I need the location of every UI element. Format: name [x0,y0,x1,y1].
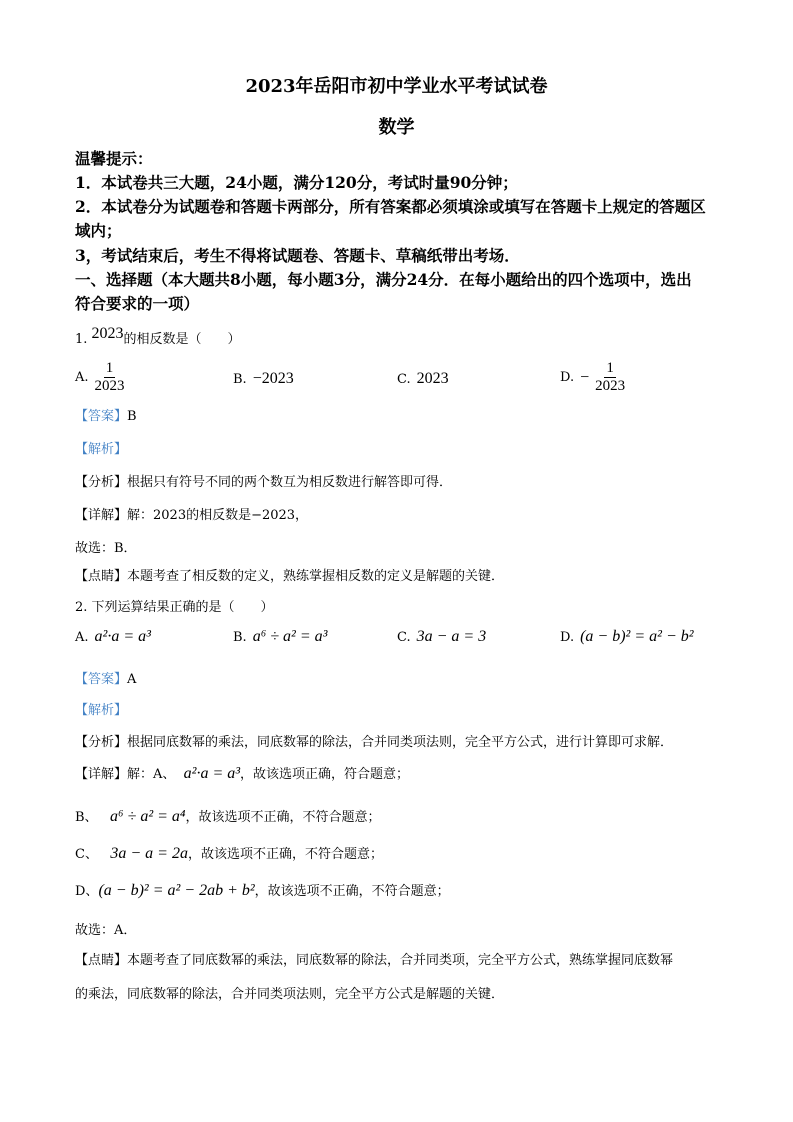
option-a [75,628,151,646]
math-expr: 2023 [91,325,124,342]
option-label: A. [75,629,89,645]
detail-line [75,763,409,783]
option-label: D. [560,370,575,385]
option-b [233,628,327,646]
notice-item: 2．本试卷分为试题卷和答题卡两部分，所有答案都必须填涂或填写在答题卡上规定的答题区 [75,197,706,216]
detail-suffix: ，故该选项不正确，不符合题意； [185,810,381,825]
detail-line [75,843,383,863]
math-expr: (a − b)² = a² − b² [580,628,694,645]
option-b [233,370,294,388]
math-expr: a²·a = a³ [94,628,151,645]
detail-suffix: ，故该选项正确，符合题意； [240,767,410,782]
section-heading: 一、选择题（本大题共8小题，每小题3分，满分24分．在每小题给出的四个选项中，选出 [75,270,692,289]
option-value: −2023 [252,370,294,387]
option-label: C. [397,371,411,387]
notice-item: 3，考试结束后，考生不得将试题卷、答题卡、草稿纸带出考场． [75,246,520,265]
subject-title: 数学 [378,117,415,138]
choice-text: 故选：B． [75,541,137,556]
comment-text: 【点睛】本题考查了同底数幂的乘法，同底数幂的除法，合并同类项，完全平方公式，熟练掌握同底数幂 [75,953,674,968]
detail-line [75,880,450,900]
denominator: 2023 [94,378,125,394]
math-expr: a⁶ ÷ a² = a⁴ [109,808,186,825]
numerator: 1 [105,360,114,376]
math-expr: 3a − a = 3 [416,628,487,645]
detail-prefix: D、 [75,884,99,899]
choice-text: 故选：A． [75,923,137,938]
option-label: D. [560,629,575,645]
comment-text: 【点睛】本题考查了相反数的定义，熟练掌握相反数的定义是解题的关键． [75,569,505,584]
comment-text: 的乘法，同底数幂的除法，合并同类项法则，完全平方公式是解题的关键． [75,987,505,1002]
analysis-tag: 【解析】 [75,442,128,457]
math-expr: a⁶ ÷ a² = a³ [252,628,328,645]
notice-item: 域内； [75,221,122,240]
answer-tag: 【答案】 [75,672,128,687]
notice-heading: 温馨提示： [75,149,153,168]
notice-item: 1．本试卷共三大题，24小题，满分120分，考试时量90分钟； [75,173,518,192]
detail-prefix: 【详解】解：A、 [75,767,176,782]
option-label: B. [233,629,247,645]
option-d [560,360,625,395]
answer-line [75,405,137,424]
option-a [75,360,125,395]
question-number: 1. [75,332,88,347]
answer-value: B [127,409,137,424]
detail-line [75,806,380,826]
option-label: C. [397,629,411,645]
math-expr: 3a − a = 2a [110,845,188,862]
option-d [560,628,694,646]
fraction [595,360,625,395]
detail-prefix: B、 [75,810,98,825]
analysis-tag: 【解析】 [75,703,128,718]
denominator: 2023 [595,378,626,394]
option-value: 2023 [416,370,449,387]
math-expr: a²·a = a³ [183,765,241,782]
option-c [397,628,486,646]
page-title: 2023年岳阳市初中学业水平考试试卷 [245,76,548,97]
math-expr: (a − b)² = a² − 2ab + b² [98,882,255,899]
minus-sign: − [580,368,590,386]
question-stem: 的相反数是（ ） [123,332,241,347]
fraction [95,360,125,395]
analysis-text: 【分析】根据同底数幂的乘法，同底数幂的除法，合并同类项法则，完全平方公式，进行计算即可求解． [75,735,674,750]
option-label: B. [233,371,247,387]
answer-value: A [127,672,137,687]
question-2: 2. 下列运算结果正确的是（ ） [75,600,274,615]
option-label: A. [75,370,89,385]
option-c [397,370,449,388]
numerator: 1 [606,360,614,376]
question-1 [75,325,241,348]
detail-suffix: ，故该选项不正确，不符合题意； [254,884,450,899]
detail-suffix: ，故该选项不正确，不符合题意； [187,847,383,862]
answer-line [75,668,136,687]
section-heading: 符合要求的一项） [75,294,200,313]
answer-tag: 【答案】 [75,409,128,424]
detail-text: 【详解】解：2023的相反数是−2023， [75,508,309,523]
analysis-text: 【分析】根据只有符号不同的两个数互为相反数进行解答即可得． [75,475,453,490]
detail-prefix: C、 [75,847,98,862]
